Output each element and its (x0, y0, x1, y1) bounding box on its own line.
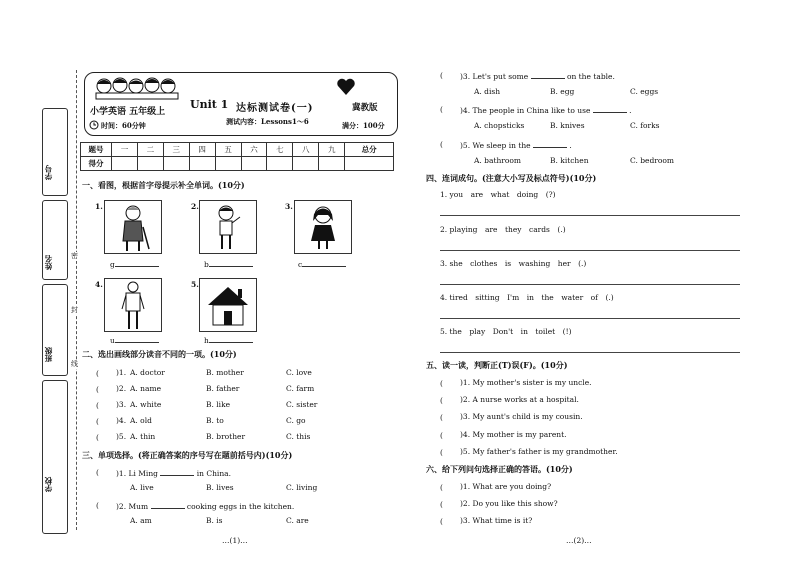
score-table (80, 142, 394, 171)
name-label: 姓名 (44, 255, 53, 270)
s3-item3-a: A. dish (474, 87, 501, 96)
header-full-score: 满分：100分 (342, 121, 385, 130)
s2-paren[interactable]: ( (96, 385, 107, 394)
girl-icon (295, 201, 351, 253)
s2-paren[interactable]: ( (96, 417, 107, 426)
score-cell[interactable] (137, 157, 163, 171)
score-cell[interactable] (267, 157, 293, 171)
name-box[interactable] (42, 200, 68, 280)
s3-item1-a: A. live (130, 483, 154, 492)
section1-title: 一、看图，根据首字母提示补全单词。(10分) (82, 180, 245, 190)
s1-item4-letter (110, 334, 159, 346)
s1-item5-letter (204, 334, 253, 346)
header-content: 测试内容：Lessons1～6 (226, 117, 309, 126)
s3-item5-b: B. kitchen (550, 156, 589, 165)
s3-paren[interactable]: ( (440, 105, 451, 114)
score-cell[interactable] (319, 157, 345, 171)
cut-char-xian: 线 (71, 360, 78, 368)
section3-title: 三、单项选择。(将正确答案的序号写在题前括号内)(10分) (82, 450, 293, 460)
s5-paren[interactable]: ( (440, 431, 451, 440)
s3-item4-pre: The people in China like to use (472, 106, 591, 115)
s4-item5: 5. the play Don't in toilet (!) (440, 327, 572, 336)
score-table-score-row (81, 157, 394, 171)
grandpa-icon (105, 201, 161, 253)
s4-item1: 1. you are what doing (?) (440, 190, 556, 199)
s6-item3: )3. What time is it? (460, 516, 533, 525)
score-table-header-row (81, 143, 394, 157)
score-col: 九 (319, 143, 345, 157)
s3-item1-b: B. lives (206, 483, 234, 492)
s4-answer-line-5[interactable] (440, 352, 740, 353)
s5-paren[interactable]: ( (440, 396, 451, 405)
s2-paren[interactable]: ( (96, 433, 107, 442)
s2-item3-num: )3. (116, 400, 127, 409)
s3-item1-blank[interactable] (160, 467, 194, 476)
score-cell[interactable] (112, 157, 138, 171)
s5-paren[interactable]: ( (440, 379, 451, 388)
score-col: 三 (163, 143, 189, 157)
class-label: 班级 (44, 347, 53, 362)
score-col: 七 (267, 143, 293, 157)
score-cell[interactable] (345, 157, 394, 171)
score-col-total: 总分 (345, 143, 394, 157)
header-time: 时间：60分钟 (101, 121, 146, 130)
s2-item4-a: A. old (130, 416, 152, 425)
s3-paren[interactable]: ( (440, 71, 451, 80)
s1-item5-blank[interactable] (209, 334, 253, 343)
s2-item1-num: )1. (116, 368, 127, 377)
s3-item2-c: C. are (286, 516, 309, 525)
s2-item1-a: A. doctor (130, 368, 165, 377)
s3-item2-num: )2. (116, 502, 127, 511)
s2-item5-c: C. this (286, 432, 311, 441)
page-number-2-text: 2 (576, 536, 582, 545)
header-test-name: 达标测试卷(一) (236, 103, 314, 114)
s5-paren[interactable]: ( (440, 448, 451, 457)
s2-item5-num: )5. (116, 432, 127, 441)
s2-item5-a: A. thin (130, 432, 156, 441)
s3-item3-pre: Let's put some (472, 72, 529, 81)
s3-item4-blank[interactable] (593, 104, 627, 113)
s4-answer-line-1[interactable] (440, 215, 740, 216)
s3-item3-blank[interactable] (531, 70, 565, 79)
cut-char-mi: 密 (71, 252, 78, 260)
s3-item1-c: C. living (286, 483, 318, 492)
s2-item5-b: B. brother (206, 432, 246, 441)
s2-item2-num: )2. (116, 384, 127, 393)
s3-item2-pre: Mum (128, 502, 149, 511)
s1-item2-letter-text: b (204, 260, 209, 269)
s2-item1-b: B. mother (206, 368, 244, 377)
boy-picture (199, 200, 257, 254)
score-col: 五 (215, 143, 241, 157)
score-col: 一 (112, 143, 138, 157)
girl-picture (294, 200, 352, 254)
score-cell[interactable] (163, 157, 189, 171)
school-label: 学校 (44, 477, 53, 492)
score-col-label: 题号 (81, 143, 112, 157)
boy-icon (200, 201, 256, 253)
s3-paren[interactable]: ( (96, 468, 107, 477)
s2-item4-b: B. to (206, 416, 224, 425)
s3-item2-b: B. is (206, 516, 223, 525)
man-picture (104, 278, 162, 332)
s2-item1-c: C. love (286, 368, 312, 377)
s1-item1-num: 1. (95, 202, 103, 211)
s6-paren[interactable]: ( (440, 483, 451, 492)
house-picture (199, 278, 257, 332)
s5-paren[interactable]: ( (440, 413, 451, 422)
s2-item4-c: C. go (286, 416, 306, 425)
score-col: 四 (189, 143, 215, 157)
s3-item5-post: . (569, 141, 572, 150)
header-subject: 小学英语 五年级上 (90, 107, 166, 117)
score-cell[interactable] (293, 157, 319, 171)
s2-item2-b: B. father (206, 384, 240, 393)
s3-item1-line (116, 467, 231, 479)
s3-item2-blank[interactable] (151, 500, 185, 509)
s6-paren[interactable]: ( (440, 500, 451, 509)
header-edition: 冀教版 (352, 103, 378, 113)
s3-item2-line (116, 500, 294, 512)
s4-item3: 3. she clothes is washing her (.) (440, 259, 587, 268)
class-box[interactable] (42, 284, 68, 376)
s4-answer-line-4[interactable] (440, 318, 740, 319)
s2-item4-num: )4. (116, 416, 127, 425)
s1-item4-letter-text: u (110, 336, 115, 345)
section6-title: 六、给下列问句选择正确的答语。(10分) (426, 464, 573, 474)
s1-item3-num: 3. (285, 202, 293, 211)
s1-item5-num: 5. (191, 280, 199, 289)
s1-item1-letter (110, 258, 159, 270)
s3-item3-b: B. egg (550, 87, 575, 96)
score-col: 八 (293, 143, 319, 157)
page-number-1: …(1)… (222, 536, 248, 545)
s1-item3-letter-text: c (298, 260, 303, 269)
s3-item4-a: A. chopsticks (474, 121, 525, 130)
s3-item4-post: . (629, 106, 632, 115)
s1-item5-letter-text: h (204, 336, 209, 345)
header-unit: Unit 1 (190, 98, 229, 111)
man-icon (105, 279, 161, 331)
s1-item2-letter (204, 258, 253, 270)
s3-item5-a: A. bathroom (474, 156, 522, 165)
s2-item3-c: C. sister (286, 400, 318, 409)
s1-item1-letter-text: g (110, 260, 115, 269)
student-id-box[interactable] (42, 108, 68, 196)
score-cell[interactable] (241, 157, 267, 171)
clock-icon (89, 120, 99, 130)
s3-item5-blank[interactable] (533, 139, 567, 148)
score-row-label: 得分 (81, 157, 112, 171)
score-cell[interactable] (215, 157, 241, 171)
school-box[interactable] (42, 380, 68, 534)
s5-item2: )2. A nurse works at a hospital. (460, 395, 579, 404)
s3-item1-post: in China. (196, 469, 232, 478)
cut-char-feng: 封 (71, 306, 78, 314)
s6-item2: )2. Do you like this show? (460, 499, 558, 508)
s1-item1-blank[interactable] (115, 258, 159, 267)
s3-item4-line (460, 104, 632, 116)
s3-item3-post: on the table. (566, 72, 615, 81)
s1-item3-letter (298, 258, 346, 270)
section5-title: 五、读一读，判断正(T)误(F)。(10分) (426, 360, 568, 370)
s4-answer-line-3[interactable] (440, 284, 740, 285)
s2-item2-a: A. name (130, 384, 162, 393)
s3-item3-num: )3. (460, 72, 471, 81)
s1-item4-num: 4. (95, 280, 103, 289)
grandpa-picture (104, 200, 162, 254)
s3-item4-c: C. forks (630, 121, 660, 130)
house-icon (200, 279, 256, 331)
s3-item1-num: )1. (116, 469, 127, 478)
section4-title: 四、连词成句。(注意大小写及标点符号)(10分) (426, 173, 597, 183)
s3-item4-num: )4. (460, 106, 471, 115)
s3-item3-c: C. eggs (630, 87, 659, 96)
s3-item5-num: )5. (460, 141, 471, 150)
s3-item5-c: C. bedroom (630, 156, 675, 165)
s3-item2-post: cooking eggs in the kitchen. (186, 502, 295, 511)
s1-item4-blank[interactable] (115, 334, 159, 343)
page-number-1-text: 1 (232, 536, 238, 545)
s2-item3-b: B. like (206, 400, 231, 409)
s3-item5-line (460, 139, 572, 151)
section2-title: 二、选出画线部分读音不同的一项。(10分) (82, 349, 237, 359)
s1-item3-blank[interactable] (302, 258, 346, 267)
s2-item3-a: A. white (130, 400, 162, 409)
s4-item2: 2. playing are they cards (.) (440, 225, 566, 234)
page-number-2: …(2)… (566, 536, 592, 545)
s3-item2-a: A. am (130, 516, 152, 525)
student-id-label: 学号 (44, 165, 53, 180)
score-cell[interactable] (189, 157, 215, 171)
s5-item3: )3. My aunt's child is my cousin. (460, 412, 583, 421)
s3-item4-b: B. knives (550, 121, 585, 130)
s5-item4: )4. My mother is my parent. (460, 430, 567, 439)
heart-icon (336, 78, 356, 96)
s4-item4: 4. tired sitting I'm in the water of (.) (440, 293, 614, 302)
score-col: 二 (137, 143, 163, 157)
s1-item2-num: 2. (191, 202, 199, 211)
s6-paren[interactable]: ( (440, 517, 451, 526)
score-col: 六 (241, 143, 267, 157)
s3-paren[interactable]: ( (440, 140, 451, 149)
s3-item1-pre: Li Ming (128, 469, 158, 478)
s2-paren[interactable]: ( (96, 369, 107, 378)
s5-item1: )1. My mother's sister is my uncle. (460, 378, 592, 387)
s3-item3-line (460, 70, 615, 82)
s5-item5: )5. My father's father is my grandmother. (460, 447, 618, 456)
s3-paren[interactable]: ( (96, 501, 107, 510)
s3-item5-pre: We sleep in the (472, 141, 531, 150)
s6-item1: )1. What are you doing? (460, 482, 552, 491)
s1-item2-blank[interactable] (209, 258, 253, 267)
kids-cartoon-icon (92, 74, 182, 100)
s2-item2-c: C. farm (286, 384, 315, 393)
binding-dashed-line (76, 70, 77, 530)
s2-paren[interactable]: ( (96, 401, 107, 410)
s4-answer-line-2[interactable] (440, 250, 740, 251)
